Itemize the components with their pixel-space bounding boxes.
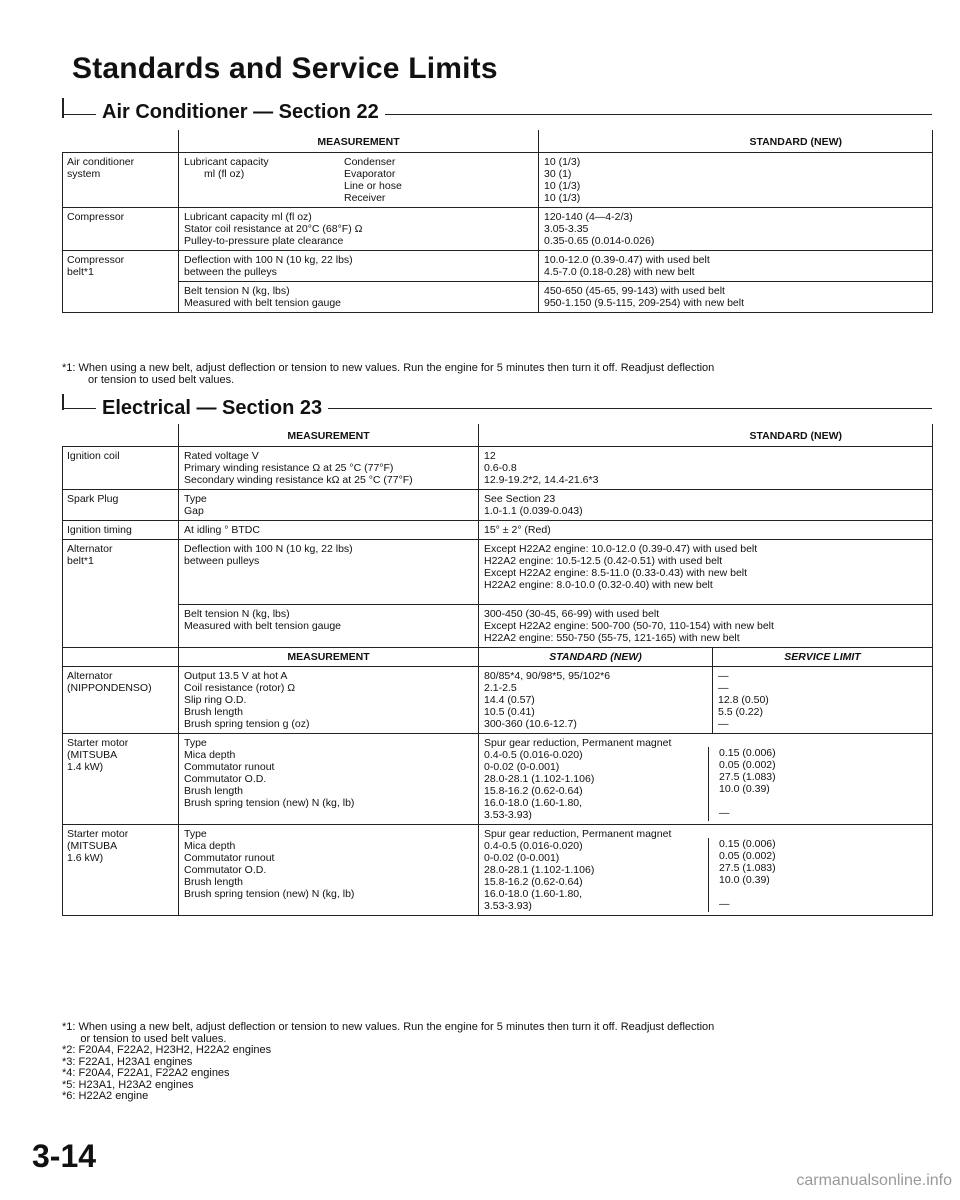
measurement-header: MEASUREMENT — [179, 424, 479, 447]
measurement-cell: Rated voltage V Primary winding resistance Ω at 25 °C (77°F) Secondary winding resistance kΩ at 25 °C (77°F) — [179, 447, 479, 490]
table-row — [63, 490, 933, 521]
system-cell: Ignition timing — [63, 521, 179, 540]
standard-cell: Spur gear reduction, Permanent magnet 0.4-0.5 (0.016-0.020) 0-0.02 (0-0.001) 28.0-28.1 (1.102-1.106) 15.8-16.2 (0.62-0.64) 16.0-18.0 (1.60-1.80, 3.53-3.93) 0.15 (0.006) 0.05 (0.002) 27.5 (1.083) 10.0 (0.39) — — [479, 825, 933, 916]
el-section-title: Electrical — Section 23 — [96, 397, 328, 420]
page-title: Standards and Service Limits — [72, 52, 498, 85]
ac-section-title: Air Conditioner — Section 22 — [96, 101, 385, 124]
table-row — [63, 208, 933, 251]
table-row — [63, 540, 933, 605]
system-cell: Alternator belt*1 — [63, 540, 179, 648]
table-row — [63, 605, 933, 648]
section-rule-tick — [62, 98, 64, 118]
standard-header: STANDARD (NEW) — [539, 130, 933, 153]
standard-header: STANDARD (NEW) — [479, 648, 713, 667]
service-limit-header: SERVICE LIMIT — [713, 648, 933, 667]
section-rule-tick — [62, 394, 64, 410]
measurement-cell: At idling ° BTDC — [179, 521, 479, 540]
measurement-cell: Type Mica depth Commutator runout Commutator O.D. Brush length Brush spring tension (new) N (kg, lb) — [179, 825, 479, 916]
measurement-cell: Type Gap — [179, 490, 479, 521]
table-header-row — [63, 648, 933, 667]
standard-cell: 15° ± 2° (Red) — [479, 521, 933, 540]
table-row — [63, 667, 933, 734]
table-row — [63, 282, 933, 313]
standard-cell: See Section 23 1.0-1.1 (0.039-0.043) — [479, 490, 933, 521]
standard-cell: Spur gear reduction, Permanent magnet 0.4-0.5 (0.016-0.020) 0-0.02 (0-0.001) 28.0-28.1 (1.102-1.106) 15.8-16.2 (0.62-0.64) 16.0-18.0 (1.60-1.80, 3.53-3.93) 0.15 (0.006) 0.05 (0.002) 27.5 (1.083) 10.0 (0.39) — — [479, 734, 933, 825]
system-cell: Starter motor (MITSUBA 1.4 kW) — [63, 734, 179, 825]
table-row — [63, 447, 933, 490]
table-row — [63, 825, 933, 916]
measurement-header: MEASUREMENT — [179, 648, 479, 667]
measurement-cell: Type Mica depth Commutator runout Commutator O.D. Brush length Brush spring tension (new) N (kg, lb) — [179, 734, 479, 825]
ac-spec-table — [62, 130, 933, 313]
electrical-spec-table — [62, 424, 933, 916]
measurement-cell: Deflection with 100 N (10 kg, 22 lbs) between pulleys — [179, 540, 479, 605]
table-row — [63, 153, 933, 208]
standard-cell: 450-650 (45-65, 99-143) with used belt 950-1.150 (9.5-115, 209-254) with new belt — [539, 282, 933, 313]
system-cell: Air conditioner system — [63, 153, 179, 208]
service-limit-cell: — — 12.8 (0.50) 5.5 (0.22) — — [713, 667, 933, 734]
system-cell: Starter motor (MITSUBA 1.6 kW) — [63, 825, 179, 916]
system-cell: Compressor belt*1 — [63, 251, 179, 313]
measurement-header: MEASUREMENT — [179, 130, 539, 153]
standard-cell: 12 0.6-0.8 12.9-19.2*2, 14.4-21.6*3 — [479, 447, 933, 490]
watermark: carmanualsonline.info — [796, 1172, 952, 1189]
system-cell: Compressor — [63, 208, 179, 251]
standard-cell: 80/85*4, 90/98*5, 95/102*6 2.1-2.5 14.4 (0.57) 10.5 (0.41) 300-360 (10.6-12.7) — [479, 667, 713, 734]
standard-cell: 10.0-12.0 (0.39-0.47) with used belt 4.5-7.0 (0.18-0.28) with new belt — [539, 251, 933, 282]
standard-cell: Except H22A2 engine: 10.0-12.0 (0.39-0.47) with used belt H22A2 engine: 10.5-12.5 (0.42-0.51) with used belt Except H22A2 engine: 8.5-11.0 (0.33-0.43) with new belt H22A2 engine: 8.0-10.0 (0.32-0.40) with new belt — [479, 540, 933, 605]
electrical-footnotes: *1: When using a new belt, adjust deflection or tension to new values. Run the engine for 5 minutes then turn it off. Readjust deflection or tension to used belt values. *2: F20A4, F22A2, H23H2, H22A2 engines *3: F22A1, H23A1 engines *4: F20A4, F22A1, F22A2 engines *5: H23A1, H23A2 engines *6: H22A2 engine — [62, 1021, 715, 1102]
standard-cell: 120-140 (4—4-2/3) 3.05-3.35 0.35-0.65 (0.014-0.026) — [539, 208, 933, 251]
table-row — [63, 251, 933, 282]
measurement-cell: Lubricant capacity ml (fl oz) Condenser Evaporator Line or hose Receiver — [179, 153, 539, 208]
table-row — [63, 734, 933, 825]
standard-cell: 300-450 (30-45, 66-99) with used belt Except H22A2 engine: 500-700 (50-70, 110-154) with new belt H22A2 engine: 550-750 (55-75, 121-165) with new belt — [479, 605, 933, 648]
ac-footnote: *1: When using a new belt, adjust deflection or tension to new values. Run the engine for 5 minutes then turn it off. Readjust deflection or tension to used belt values. — [62, 362, 715, 386]
table-row — [63, 521, 933, 540]
measurement-cell: Belt tension N (kg, lbs) Measured with belt tension gauge — [179, 282, 539, 313]
table-header-row — [63, 130, 933, 153]
measurement-cell: Belt tension N (kg, lbs) Measured with belt tension gauge — [179, 605, 479, 648]
measurement-cell: Lubricant capacity ml (fl oz) Stator coil resistance at 20°C (68°F) Ω Pulley-to-pressure plate clearance — [179, 208, 539, 251]
system-cell: Ignition coil — [63, 447, 179, 490]
system-cell: Alternator (NIPPONDENSO) — [63, 667, 179, 734]
page-number: 3-14 — [32, 1138, 97, 1174]
standard-header: STANDARD (NEW) — [479, 424, 933, 447]
measurement-cell: Deflection with 100 N (10 kg, 22 lbs) between the pulleys — [179, 251, 539, 282]
standard-cell: 10 (1/3) 30 (1) 10 (1/3) 10 (1/3) — [539, 153, 933, 208]
measurement-cell: Output 13.5 V at hot A Coil resistance (rotor) Ω Slip ring O.D. Brush length Brush spring tension g (oz) — [179, 667, 479, 734]
system-cell: Spark Plug — [63, 490, 179, 521]
table-header-row — [63, 424, 933, 447]
